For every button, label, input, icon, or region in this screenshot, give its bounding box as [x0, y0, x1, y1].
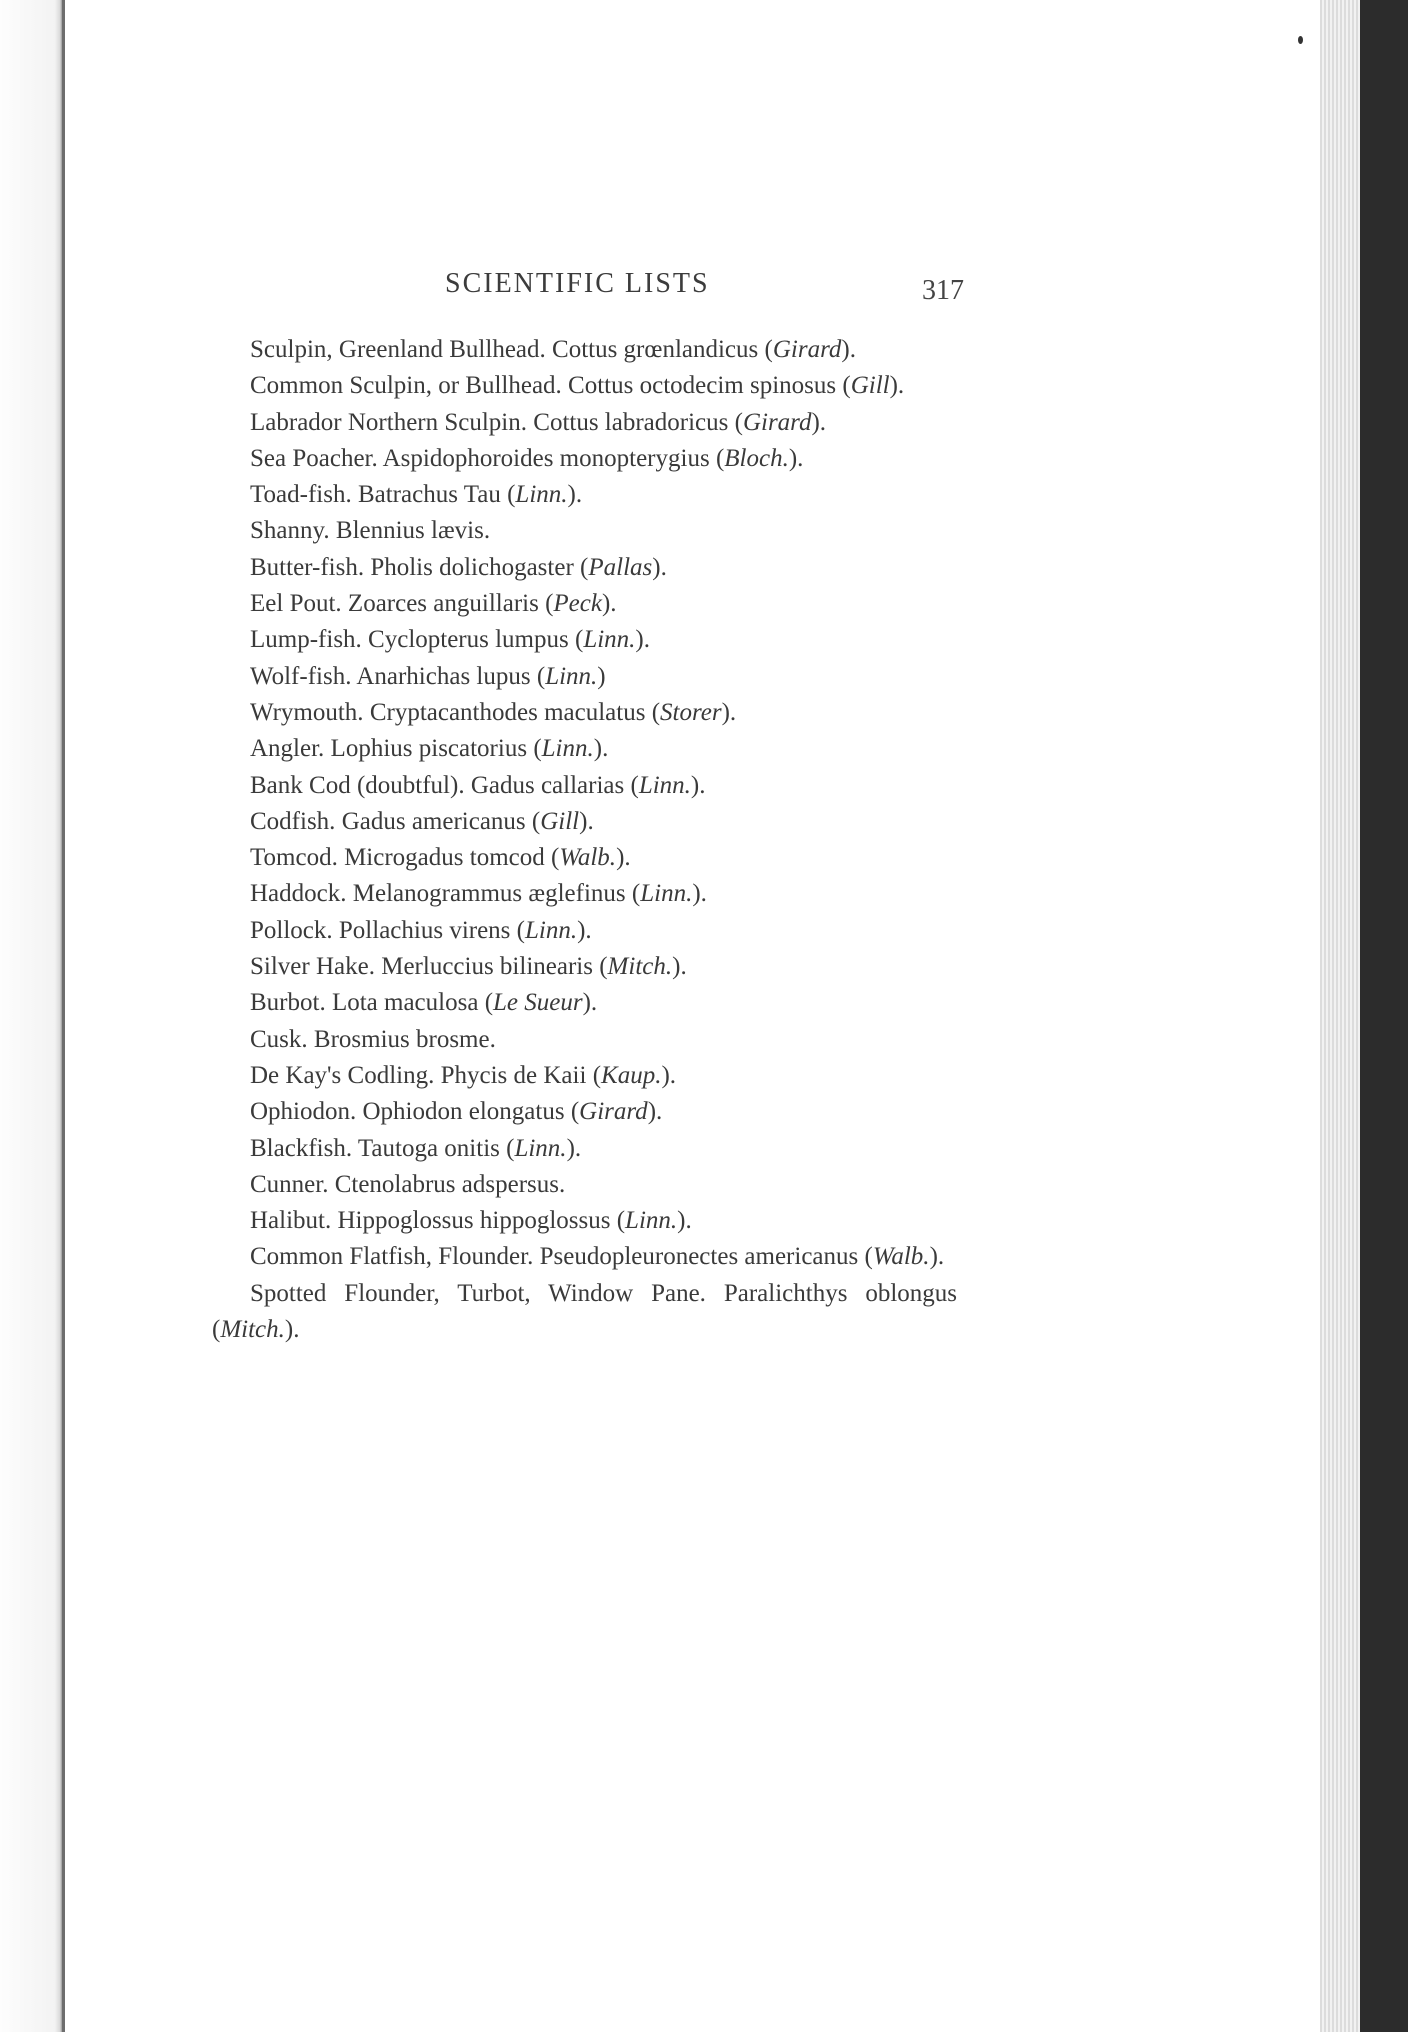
close-paren: ). — [616, 844, 631, 872]
scientific-name: Paralichthys oblongus — [723, 1279, 957, 1307]
common-name: Labrador Northern Sculpin. — [250, 408, 528, 436]
scientific-name: Ctenolabrus adspersus. — [334, 1170, 566, 1198]
author-citation: Linn. — [514, 1134, 567, 1162]
author-citation: Linn. — [625, 1207, 678, 1235]
page-number: 317 — [922, 275, 964, 306]
open-paren: ( — [580, 553, 589, 581]
scientific-name: Gadus americanus — [341, 807, 526, 835]
common-name: Shanny. — [250, 517, 330, 545]
author-citation: Linn. — [583, 626, 636, 654]
species-entry — [212, 840, 957, 876]
close-paren: ). — [601, 590, 617, 618]
scientific-name: Pollachius virens — [338, 916, 511, 944]
species-entry — [212, 1167, 957, 1203]
scientific-name: Cottus grœnlandicus — [552, 336, 759, 363]
author-citation: Linn. — [640, 880, 693, 908]
common-name: De Kay's Codling. — [250, 1061, 435, 1089]
close-paren: ). — [690, 771, 706, 799]
open-paren: ( — [864, 1243, 873, 1271]
open-paren: ( — [533, 735, 542, 763]
close-paren: ). — [788, 444, 804, 472]
close-paren: ). — [567, 481, 583, 509]
close-paren: ). — [652, 553, 667, 581]
species-entry — [212, 1239, 957, 1275]
common-name: Sea Poacher. — [250, 444, 378, 472]
scientific-name: Lophius piscatorius — [330, 735, 528, 763]
open-paren: ( — [599, 953, 608, 981]
author-citation: Linn. — [638, 771, 691, 799]
species-entry — [212, 1094, 957, 1130]
close-paren: ). — [582, 989, 598, 1017]
common-name: Burbot. — [250, 989, 326, 1017]
scientific-name: Gadus callarias — [470, 771, 625, 799]
close-paren: ). — [566, 1134, 582, 1162]
author-citation: Walb. — [559, 844, 617, 872]
open-paren: ( — [570, 1098, 580, 1126]
species-entry — [212, 949, 957, 985]
species-entry — [212, 1058, 957, 1094]
common-name: Haddock. — [250, 880, 347, 908]
scientific-name: Zoarces anguillaris — [347, 590, 539, 618]
close-paren: ). — [811, 408, 827, 436]
scientific-name: Melanogrammus æglefinus — [352, 880, 626, 908]
scientific-name: Cottus labradoricus — [533, 408, 729, 436]
common-name: Halibut. — [250, 1207, 332, 1235]
common-name: Cusk. — [250, 1025, 308, 1053]
scientific-name: Microgadus tomcod — [344, 844, 545, 872]
species-list — [212, 332, 957, 1348]
open-paren: ( — [764, 336, 773, 363]
species-entry — [212, 768, 957, 804]
author-citation: Walb. — [872, 1243, 930, 1271]
common-name: Bank Cod (doubtful). — [250, 771, 465, 799]
open-paren: ( — [715, 444, 725, 472]
common-name: Angler. — [250, 735, 325, 763]
open-paren: ( — [531, 807, 541, 835]
author-citation: Mitch. — [607, 953, 673, 981]
scientific-name: Ophiodon elongatus — [362, 1098, 565, 1126]
common-name: Tomcod. — [250, 844, 338, 872]
close-paren: ). — [929, 1243, 945, 1271]
author-citation: Linn. — [525, 916, 578, 944]
author-citation: Girard — [742, 408, 812, 436]
close-paren: ). — [647, 1098, 663, 1126]
author-citation: Gill — [850, 372, 890, 400]
close-paren: ). — [579, 807, 594, 835]
scientific-name: Pholis dolichogaster — [370, 553, 574, 581]
open-paren: ( — [592, 1061, 602, 1089]
open-paren: ( — [651, 698, 661, 726]
author-citation: Linn. — [545, 662, 598, 690]
close-paren: ). — [635, 626, 650, 654]
species-entry — [212, 405, 957, 441]
species-entry — [212, 913, 957, 949]
author-citation: Pallas — [588, 553, 653, 581]
common-name: Sculpin, Greenland Bullhead. — [250, 336, 546, 363]
author-citation: Linn. — [541, 735, 594, 763]
species-entry — [212, 1203, 957, 1239]
open-paren: ( — [212, 1316, 221, 1344]
common-name: Wrymouth. — [250, 698, 364, 726]
species-entry — [212, 1131, 957, 1167]
species-entry — [212, 368, 957, 404]
close-paren: ). — [577, 916, 592, 944]
common-name: Common Sculpin, or Bullhead. — [250, 372, 562, 400]
species-entry — [212, 659, 957, 695]
species-entry — [212, 586, 957, 622]
species-entry — [212, 477, 957, 513]
scientific-name: Phycis de Kaii — [440, 1061, 587, 1089]
author-citation: Mitch. — [220, 1316, 285, 1344]
close-paren: ). — [841, 336, 856, 363]
species-entry — [212, 513, 957, 549]
open-paren: ( — [545, 590, 554, 618]
common-name: Ophiodon. — [250, 1098, 357, 1126]
species-entry — [212, 550, 957, 586]
common-name: Cunner. — [250, 1170, 329, 1198]
common-name: Pollock. — [250, 916, 333, 944]
open-paren: ( — [507, 481, 516, 509]
scientific-name: Brosmius brosme. — [313, 1025, 496, 1053]
species-entry — [212, 985, 957, 1021]
common-name: Toad-fish. — [250, 481, 352, 509]
running-head: SCIENTIFIC LISTS — [445, 268, 710, 299]
species-entry — [212, 1022, 957, 1058]
open-paren: ( — [574, 626, 584, 654]
close-paren: ). — [593, 735, 609, 763]
ink-speck — [1298, 36, 1303, 44]
page-edges — [1320, 0, 1360, 2032]
scientific-name: Aspidophoroides monopterygius — [382, 444, 710, 472]
common-name: Blackfish. — [250, 1134, 353, 1162]
scientific-name: Lota maculosa — [331, 989, 479, 1017]
common-name: Codfish. — [250, 807, 336, 835]
scientific-name: Batrachus Tau — [357, 481, 501, 509]
scientific-name: Blennius lævis. — [335, 517, 491, 545]
close-paren: ). — [721, 698, 737, 726]
close-paren: ). — [692, 880, 707, 908]
author-citation: Bloch. — [724, 444, 789, 472]
author-citation: Storer — [660, 698, 722, 726]
species-entry — [212, 731, 957, 767]
scientific-name: Anarhichas lupus — [356, 662, 531, 690]
close-paren: ). — [672, 953, 687, 981]
scientific-name: Pseudopleuronectes americanus — [539, 1243, 859, 1271]
close-paren: ). — [661, 1061, 677, 1089]
close-paren: ). — [889, 372, 905, 400]
close-paren: ). — [284, 1316, 300, 1344]
common-name: Common Flatfish, Flounder. — [250, 1243, 534, 1271]
species-entry — [212, 695, 957, 731]
open-paren: ( — [842, 372, 851, 400]
open-paren: ( — [506, 1134, 515, 1162]
close-paren: ) — [597, 662, 606, 690]
common-name: Spotted Flounder, Turbot, Window Pane. — [250, 1279, 706, 1307]
scientific-name: Cottus octodecim spinosus — [568, 372, 837, 400]
species-entry — [212, 622, 957, 658]
open-paren: ( — [630, 771, 639, 799]
open-paren: ( — [484, 989, 494, 1017]
common-name: Wolf-fish. — [250, 662, 352, 690]
open-paren: ( — [631, 880, 641, 908]
scientific-name: Cryptacanthodes maculatus — [369, 698, 646, 726]
species-entry — [212, 332, 957, 368]
author-citation: Kaup. — [601, 1061, 662, 1089]
common-name: Lump-fish. — [250, 626, 362, 654]
species-entry — [212, 876, 957, 912]
author-citation: Le Sueur — [493, 989, 583, 1017]
scientific-name: Hippoglossus hippoglossus — [337, 1207, 611, 1235]
close-paren: ). — [677, 1207, 692, 1235]
open-paren: ( — [734, 408, 743, 436]
scientific-name: Tautoga onitis — [357, 1134, 500, 1162]
author-citation: Linn. — [515, 481, 568, 509]
open-paren: ( — [516, 916, 525, 944]
open-paren: ( — [616, 1207, 626, 1235]
common-name: Eel Pout. — [250, 590, 342, 618]
open-paren: ( — [536, 662, 546, 690]
author-citation: Girard — [772, 336, 842, 363]
left-page-margin — [0, 0, 62, 2032]
scientific-name: Cyclopterus lumpus — [368, 626, 569, 654]
species-entry — [212, 441, 957, 477]
author-citation: Gill — [540, 807, 580, 835]
scientific-name: Merluccius bilinearis — [381, 953, 593, 981]
author-citation: Girard — [579, 1098, 648, 1126]
author-citation: Peck — [553, 590, 602, 618]
scan-background — [1360, 0, 1408, 2032]
open-paren: ( — [551, 844, 560, 872]
species-entry — [212, 1276, 957, 1349]
species-entry — [212, 804, 957, 840]
common-name: Silver Hake. — [250, 953, 375, 981]
common-name: Butter-fish. — [250, 553, 365, 581]
